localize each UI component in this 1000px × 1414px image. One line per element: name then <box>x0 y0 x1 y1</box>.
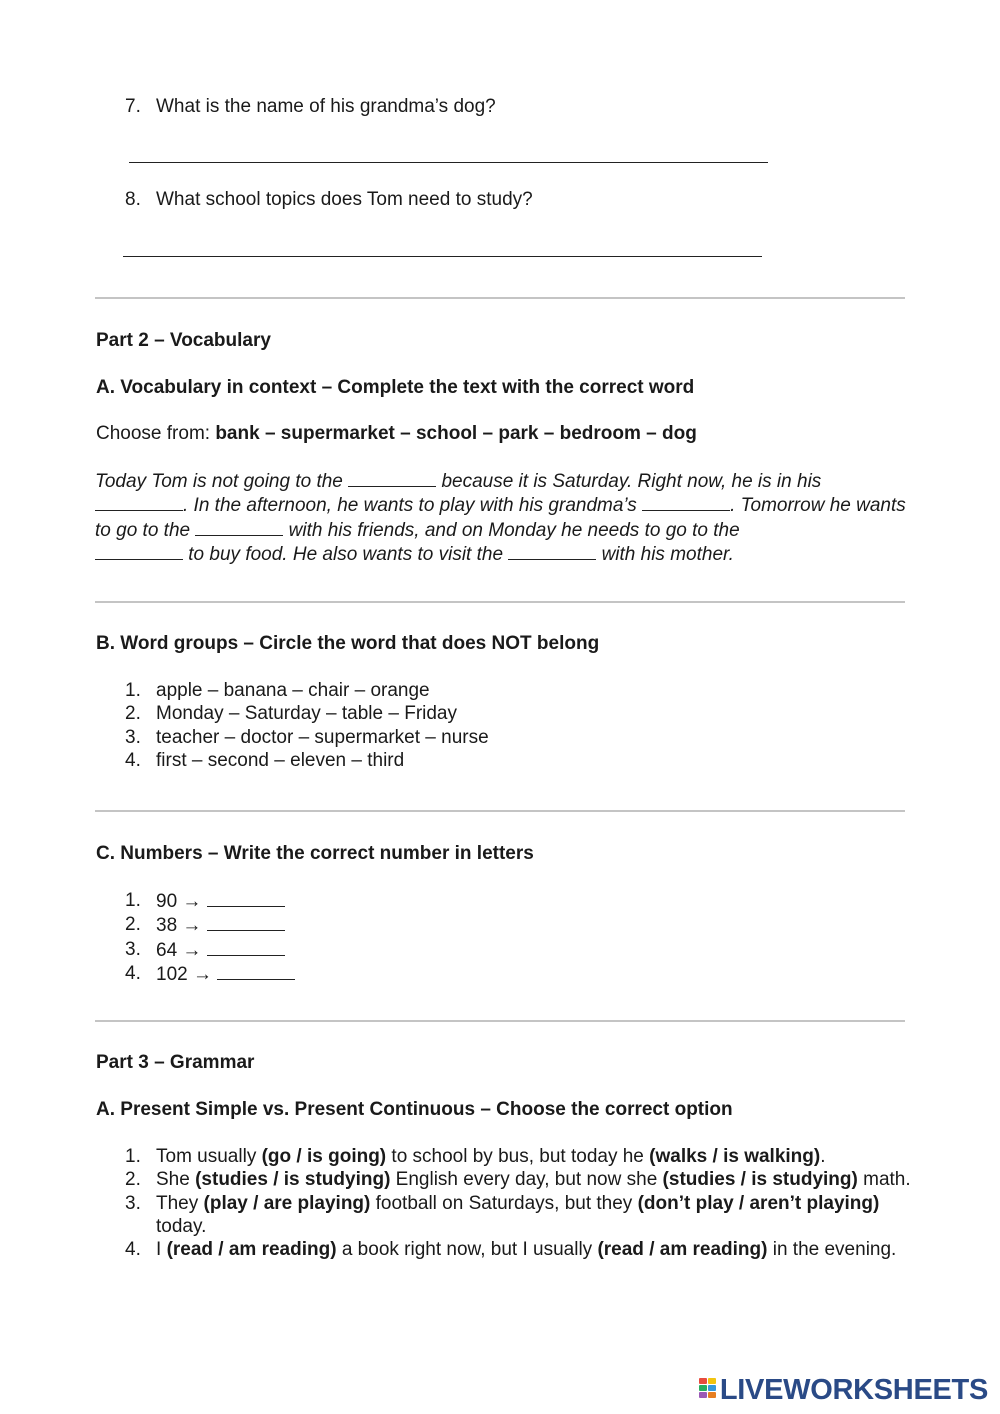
list-item: 3. They (play / are playing) football on Saturdays, but they (don’t play / aren’t playing) today. <box>125 1192 880 1237</box>
section-divider <box>95 1020 905 1022</box>
grammar-list <box>125 1145 915 1261</box>
list-item: 2. 38 → <box>125 913 295 937</box>
list-item: 4. I (read / am reading) a book right now, but I usually (read / am reading) in the evening. <box>125 1239 897 1261</box>
section-title: C. Numbers – Write the correct number in letters <box>96 843 534 864</box>
logo-text: LIVEWORKSHEETS <box>719 1373 988 1406</box>
number-blank[interactable] <box>207 938 285 956</box>
section-title: A. Present Simple vs. Present Continuous – Choose the correct option <box>96 1099 733 1120</box>
list-item: 2. Monday – Saturday – table – Friday <box>125 703 458 725</box>
part-title: Part 2 – Vocabulary <box>96 330 271 351</box>
cloze-text: Today Tom is not going to the <box>95 471 343 492</box>
cloze-text: to buy food. He also wants to visit the <box>188 543 504 565</box>
option-choice[interactable]: (go / is going) <box>261 1146 387 1167</box>
option-choice[interactable]: (studies / is studying) <box>662 1169 858 1191</box>
cloze-text: with his mother. <box>601 543 734 565</box>
list-item: 4. first – second – eleven – third <box>125 749 405 771</box>
list-item: 4. 102 → <box>125 962 295 986</box>
cloze-text: . In the afternoon, he wants to play with his grandma’s <box>183 495 637 517</box>
question-number: 7. <box>125 96 141 117</box>
cloze-text: . Tomorrow he wants to go to the <box>95 495 906 541</box>
question-text: What is the name of his grandma’s dog? <box>156 96 496 117</box>
question-number: 8. <box>125 189 141 210</box>
cloze-paragraph <box>95 469 910 566</box>
cloze-text: because it is Saturday. Right now, he is in his <box>441 471 822 492</box>
option-choice[interactable]: (read / am reading) <box>166 1239 337 1261</box>
number-blank[interactable] <box>207 889 285 907</box>
number-blank[interactable] <box>207 913 285 931</box>
section-divider <box>95 297 905 299</box>
option-choice[interactable]: (don’t play / aren’t playing) <box>637 1192 880 1214</box>
number-blank[interactable] <box>217 962 295 980</box>
section-divider <box>95 810 905 812</box>
section-title: A. Vocabulary in context – Complete the text with the correct word <box>96 377 695 398</box>
logo-icon <box>699 1376 717 1404</box>
answer-line[interactable] <box>123 256 762 257</box>
word-bank <box>96 423 697 445</box>
list-item: 3. 64 → <box>125 938 295 962</box>
liveworksheets-logo <box>699 1374 988 1406</box>
word-group-list <box>125 679 489 772</box>
section-divider <box>95 601 905 603</box>
question-text: What school topics does Tom need to study? <box>156 189 533 210</box>
part-title: Part 3 – Grammar <box>96 1052 255 1073</box>
cloze-blank[interactable] <box>508 542 596 560</box>
list-item: 1. apple – banana – chair – orange <box>125 680 430 701</box>
cloze-blank[interactable] <box>195 518 283 536</box>
word-bank-label: Choose from: <box>96 423 211 444</box>
list-item: 1. Tom usually (go / is going) to school by bus, but today he (walks / is walking). <box>125 1146 826 1167</box>
cloze-blank[interactable] <box>642 493 730 511</box>
list-item: 2. She (studies / is studying) English every day, but now she (studies / is studying) math. <box>125 1169 911 1191</box>
option-choice[interactable]: (play / are playing) <box>203 1192 371 1214</box>
list-item: 3. teacher – doctor – supermarket – nurse <box>125 726 489 748</box>
answer-line[interactable] <box>129 162 768 163</box>
option-choice[interactable]: (read / am reading) <box>597 1239 768 1261</box>
cloze-blank[interactable] <box>95 542 183 560</box>
section-title: B. Word groups – Circle the word that does NOT belong <box>96 633 600 654</box>
cloze-blank[interactable] <box>95 493 183 511</box>
numbers-list <box>125 889 295 986</box>
option-choice[interactable]: (studies / is studying) <box>195 1169 391 1191</box>
cloze-text: with his friends, and on Monday he needs to go to the <box>288 519 740 541</box>
cloze-blank[interactable] <box>348 469 436 487</box>
list-item: 1. 90 → <box>125 889 295 913</box>
word-bank-words: bank – supermarket – school – park – bedroom – dog <box>215 423 697 444</box>
option-choice[interactable]: (walks / is walking) <box>649 1146 821 1167</box>
